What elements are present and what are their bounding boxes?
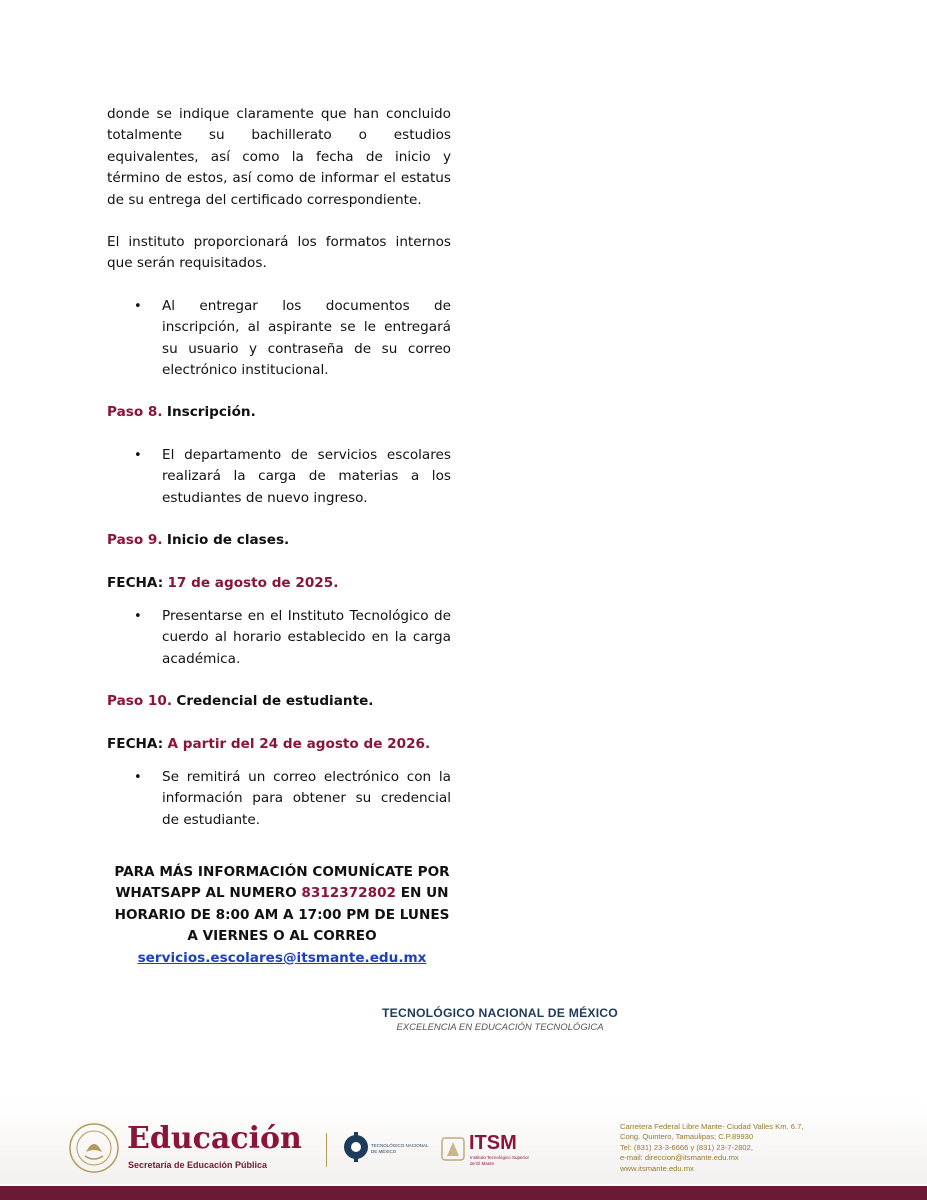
bullet-item: • Presentarse en el Instituto Tecnológico de cuerdo al horario establecido en la carga académica. — [134, 607, 451, 667]
contact-info: PARA MÁS INFORMACIÓN COMUNÍCATE POR WHATSAPP AL NUMERO 8312372802 EN UN HORARIO DE 8:00 AM A 17:00 PM DE LUNES A VIERNES O AL CORREO servicios.escolares@itsmante.edu.mx — [114, 864, 450, 966]
mexico-seal-icon — [68, 1122, 120, 1174]
paragraph-requirements: donde se indique claramente que han concluido totalmente su bachillerato o estudios equivalentes, así como la fecha de inicio y término de estos, así como de informar el estatus de su entrega del certificado correspondiente. — [107, 106, 451, 208]
logo-divider — [326, 1133, 327, 1167]
paragraph-formats: El instituto proporcionará los formatos internos que serán requisitados. — [107, 234, 451, 272]
step-10-heading: Paso 10. Credencial de estudiante. — [107, 693, 374, 710]
date-classes: FECHA: 17 de agosto de 2025. — [107, 574, 339, 591]
bullet-icon: • — [134, 447, 142, 463]
tecnm-logo-text: TECNOLÓGICO NACIONAL DE MÉXICO — [371, 1143, 429, 1154]
educacion-logo: Educación — [127, 1121, 302, 1156]
phone-number: 8312372802 — [301, 885, 397, 902]
footer-bar — [0, 1186, 927, 1200]
step-9-heading: Paso 9. Inicio de clases. — [107, 532, 290, 549]
bullet-icon: • — [134, 769, 142, 785]
step-8-heading: Paso 8. Inscripción. — [107, 404, 256, 421]
footer-address: Carretera Federal Libre Mante- Ciudad Valles Km. 6.7, Cong. Quintero, Tamaulipas; C.P.89930 Tel: (831) 23-3-6666 y (831) 23-7-2802, e-mail: direccion@itsmante.edu.mx www.itsmante.edu.mx — [620, 1122, 804, 1173]
document-body — [107, 104, 451, 831]
itsm-logo: ITSM — [469, 1132, 517, 1154]
itsm-emblem-icon — [440, 1134, 466, 1164]
bullet-item: • El departamento de servicios escolares realizará la carga de materias a los estudiantes de nuevo ingreso. — [134, 446, 451, 506]
tecnm-title: TECNOLÓGICO NACIONAL DE MÉXICO — [382, 1006, 618, 1020]
tecnm-gear-icon — [342, 1130, 370, 1164]
sep-subtitle: Secretaría de Educación Pública — [128, 1160, 268, 1170]
bullet-icon: • — [134, 608, 142, 624]
tecnm-tagline — [350, 1006, 650, 1033]
tecnm-subtitle: EXCELENCIA EN EDUCACIÓN TECNOLÓGICA — [396, 1022, 604, 1033]
email-link[interactable]: servicios.escolares@itsmante.edu.mx — [137, 949, 427, 966]
bullet-item: • Se remitirá un correo electrónico con la información para obtener su credencial de estudiante. — [134, 768, 451, 828]
itsm-subtitle: Instituto Tecnológico Superior de El Mante — [470, 1155, 529, 1166]
bullet-item: • Al entregar los documentos de inscripción, al aspirante se le entregará su usuario y contraseña de su correo electrónico institucional. — [134, 297, 451, 379]
date-credential: FECHA: A partir del 24 de agosto de 2026. — [107, 735, 431, 752]
bullet-icon: • — [134, 298, 142, 314]
